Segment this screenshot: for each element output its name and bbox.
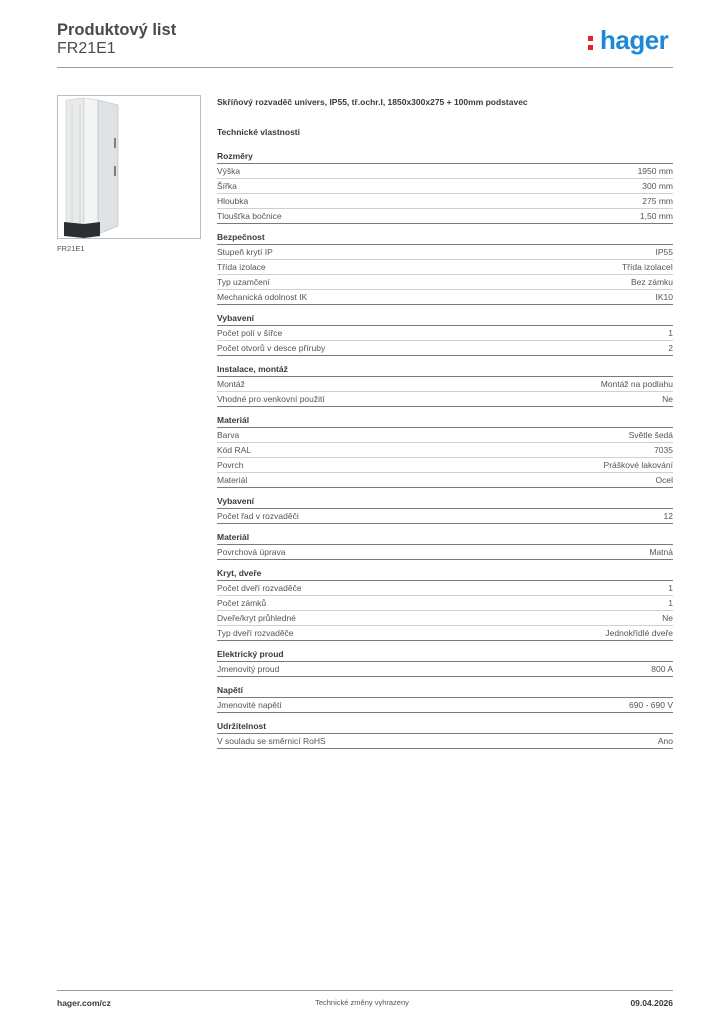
- page-title: Produktový list: [57, 21, 177, 39]
- section-title: Udržitelnost: [217, 720, 673, 734]
- product-code: FR21E1: [57, 40, 116, 57]
- spec-label: Barva: [217, 430, 240, 440]
- spec-label: Počet řad v rozvaděči: [217, 511, 299, 521]
- spec-label: Tloušťka bočnice: [217, 211, 282, 221]
- spec-value: 1950 mm: [637, 166, 673, 176]
- spec-label: Typ uzamčení: [217, 277, 270, 287]
- spec-value: 800 A: [651, 664, 673, 674]
- logo-dots-icon: [588, 36, 596, 54]
- section-title: Elektrický proud: [217, 648, 673, 662]
- spec-value: 2: [668, 343, 673, 353]
- hager-logo: [588, 25, 678, 58]
- spec-row: [217, 458, 673, 473]
- spec-label: Povrchová úprava: [217, 547, 286, 557]
- spec-value: Jednokřídlé dveře: [605, 628, 673, 638]
- spec-content: [217, 96, 673, 756]
- section-title: Napětí: [217, 684, 673, 698]
- spec-label: Šířka: [217, 181, 237, 191]
- footer-date: 09.04.2026: [630, 998, 673, 1008]
- section-title: Materiál: [217, 531, 673, 545]
- spec-label: Dveře/kryt průhledné: [217, 613, 296, 623]
- spec-value: Třída izolaceI: [621, 262, 673, 272]
- spec-sections: [217, 150, 673, 749]
- spec-value: 1: [668, 583, 673, 593]
- spec-value: IK10: [655, 292, 673, 302]
- spec-label: Hloubka: [217, 196, 249, 206]
- spec-row: [217, 611, 673, 626]
- spec-row: [217, 164, 673, 179]
- section-title: Bezpečnost: [217, 231, 673, 245]
- spec-section: [217, 231, 673, 305]
- section-title: Vybavení: [217, 495, 673, 509]
- section-title: Instalace, montáž: [217, 363, 673, 377]
- spec-row: [217, 509, 673, 524]
- product-description: Skříňový rozvaděč univers, IP55, tř.ochr.I, 1850x300x275 + 100mm podstavec: [217, 97, 528, 107]
- spec-row: [217, 290, 673, 305]
- spec-row: [217, 662, 673, 677]
- footer-divider: [57, 990, 673, 991]
- spec-row: [217, 209, 673, 224]
- spec-row: [217, 245, 673, 260]
- spec-row: [217, 473, 673, 488]
- spec-value: Světle šedá: [628, 430, 673, 440]
- header-divider: [57, 67, 673, 68]
- spec-label: V souladu se směrnicí RoHS: [217, 736, 326, 746]
- spec-label: Povrch: [217, 460, 244, 470]
- spec-value: Matná: [649, 547, 673, 557]
- spec-value: 1: [668, 598, 673, 608]
- spec-row: [217, 377, 673, 392]
- spec-row: [217, 341, 673, 356]
- spec-row: [217, 326, 673, 341]
- spec-label: Typ dveří rozvaděče: [217, 628, 294, 638]
- spec-label: Počet zámků: [217, 598, 267, 608]
- spec-label: Vhodné pro venkovní použití: [217, 394, 325, 404]
- technical-properties-title: Technické vlastnosti: [217, 127, 300, 137]
- spec-row: [217, 179, 673, 194]
- spec-row: [217, 260, 673, 275]
- spec-section: [217, 150, 673, 224]
- spec-label: Stupeň krytí IP: [217, 247, 273, 257]
- cabinet-icon: [58, 96, 200, 238]
- spec-section: [217, 567, 673, 641]
- spec-label: Výška: [217, 166, 241, 176]
- spec-row: [217, 698, 673, 713]
- spec-value: Bez zámku: [630, 277, 673, 287]
- spec-row: [217, 545, 673, 560]
- spec-label: Jmenovité napětí: [217, 700, 282, 710]
- spec-value: 1,50 mm: [639, 211, 673, 221]
- image-caption: FR21E1: [57, 244, 85, 253]
- spec-value: Práškové lakování: [603, 460, 673, 470]
- spec-label: Počet otvorů v desce příruby: [217, 343, 326, 353]
- spec-value: 1: [668, 328, 673, 338]
- spec-row: [217, 596, 673, 611]
- spec-value: Ano: [657, 736, 673, 746]
- spec-row: [217, 443, 673, 458]
- spec-label: Jmenovitý proud: [217, 664, 280, 674]
- spec-label: Mechanická odolnost IK: [217, 292, 308, 302]
- spec-label: Třída izolace: [217, 262, 266, 272]
- spec-section: [217, 495, 673, 524]
- spec-label: Montáž: [217, 379, 245, 389]
- spec-section: [217, 684, 673, 713]
- spec-value: 12: [663, 511, 673, 521]
- spec-row: [217, 626, 673, 641]
- spec-value: Ne: [662, 613, 673, 623]
- spec-value: IP55: [655, 247, 673, 257]
- spec-row: [217, 194, 673, 209]
- spec-section: [217, 720, 673, 749]
- logo-text: hager: [600, 25, 669, 55]
- section-title: Vybavení: [217, 312, 673, 326]
- spec-row: [217, 734, 673, 749]
- spec-section: [217, 648, 673, 677]
- spec-section: [217, 363, 673, 407]
- spec-section: [217, 414, 673, 488]
- spec-section: [217, 312, 673, 356]
- spec-value: Montáž na podlahu: [600, 379, 673, 389]
- spec-label: Materiál: [217, 475, 248, 485]
- spec-row: [217, 392, 673, 407]
- spec-value: Ocel: [655, 475, 673, 485]
- spec-value: 7035: [654, 445, 673, 455]
- spec-value: 690 - 690 V: [629, 700, 673, 710]
- spec-row: [217, 428, 673, 443]
- spec-value: 300 mm: [642, 181, 673, 191]
- spec-row: [217, 581, 673, 596]
- spec-row: [217, 275, 673, 290]
- spec-label: Počet dveří rozvaděče: [217, 583, 302, 593]
- spec-value: Ne: [662, 394, 673, 404]
- section-title: Kryt, dveře: [217, 567, 673, 581]
- spec-label: Kód RAL: [217, 445, 252, 455]
- section-title: Rozměry: [217, 150, 673, 164]
- spec-value: 275 mm: [642, 196, 673, 206]
- section-title: Materiál: [217, 414, 673, 428]
- footer-website[interactable]: hager.com/cz: [57, 998, 111, 1008]
- footer-disclaimer: Technické změny vyhrazeny: [315, 998, 409, 1007]
- product-image: [57, 95, 201, 239]
- spec-label: Počet polí v šířce: [217, 328, 283, 338]
- spec-section: [217, 531, 673, 560]
